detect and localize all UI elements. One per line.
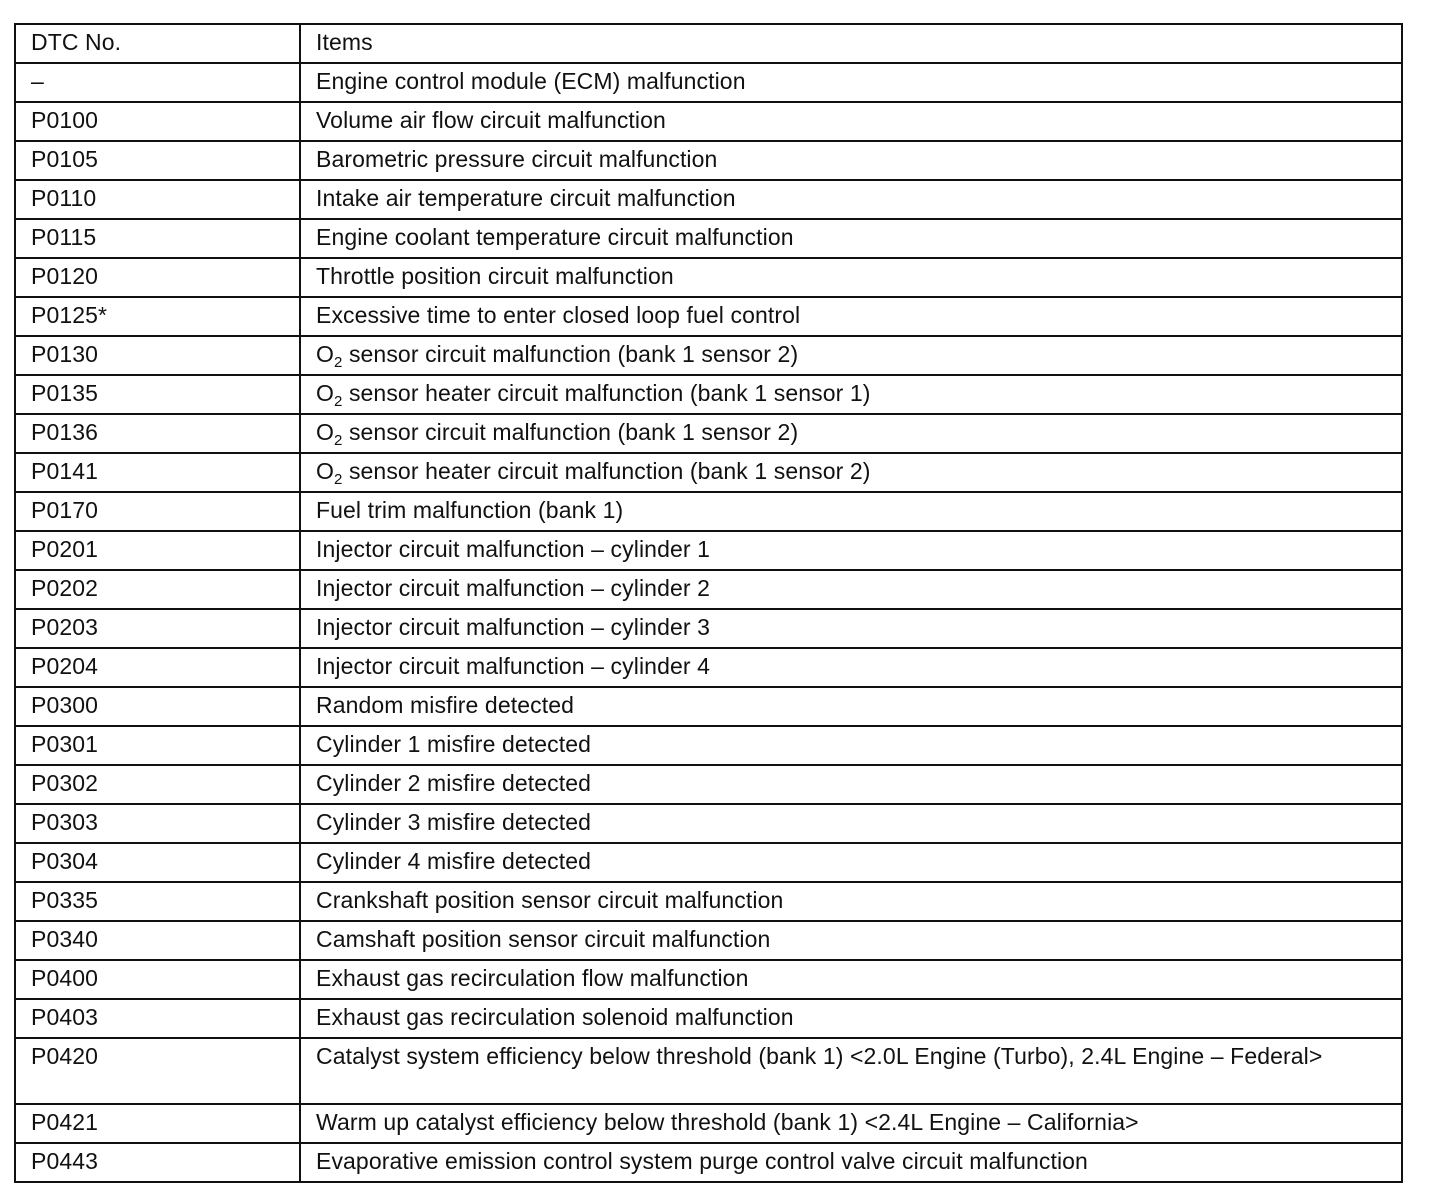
dtc-code-cell: P0135 — [15, 375, 300, 414]
dtc-code-cell: P0202 — [15, 570, 300, 609]
table-row — [15, 258, 1402, 297]
dtc-code-cell: P0421 — [15, 1104, 300, 1143]
dtc-code-cell: P0340 — [15, 921, 300, 960]
item-cell: Cylinder 3 misfire detected — [300, 804, 1402, 843]
dtc-code-cell: P0115 — [15, 219, 300, 258]
header-dtc-no: DTC No. — [15, 24, 300, 63]
dtc-code-cell: P0203 — [15, 609, 300, 648]
item-cell: Cylinder 1 misfire detected — [300, 726, 1402, 765]
table-row — [15, 531, 1402, 570]
item-cell: Intake air temperature circuit malfunction — [300, 180, 1402, 219]
table-row — [15, 375, 1402, 414]
table-row — [15, 960, 1402, 999]
dtc-code-cell: P0443 — [15, 1143, 300, 1182]
dtc-code-cell: – — [15, 63, 300, 102]
table-row — [15, 804, 1402, 843]
dtc-code-cell: P0300 — [15, 687, 300, 726]
item-cell: Cylinder 4 misfire detected — [300, 843, 1402, 882]
item-cell: Exhaust gas recirculation solenoid malfunction — [300, 999, 1402, 1038]
table-row — [15, 570, 1402, 609]
table-row — [15, 453, 1402, 492]
table-row — [15, 648, 1402, 687]
dtc-code-cell: P0105 — [15, 141, 300, 180]
table-row — [15, 765, 1402, 804]
table-row — [15, 414, 1402, 453]
item-cell: Warm up catalyst efficiency below threshold (bank 1) <2.4L Engine – California> — [300, 1104, 1402, 1143]
dtc-code-cell: P0170 — [15, 492, 300, 531]
item-cell: Excessive time to enter closed loop fuel control — [300, 297, 1402, 336]
table-row — [15, 609, 1402, 648]
table-row — [15, 1038, 1402, 1104]
item-cell: Volume air flow circuit malfunction — [300, 102, 1402, 141]
table-row — [15, 999, 1402, 1038]
table-row — [15, 843, 1402, 882]
table-row — [15, 63, 1402, 102]
item-cell: $O_2$ sensor heater circuit malfunction (bank 1 sensor 1) — [300, 375, 1402, 414]
item-cell: Cylinder 2 misfire detected — [300, 765, 1402, 804]
item-cell: Fuel trim malfunction (bank 1) — [300, 492, 1402, 531]
dtc-code-cell: P0136 — [15, 414, 300, 453]
item-cell: Injector circuit malfunction – cylinder 1 — [300, 531, 1402, 570]
table-row — [15, 726, 1402, 765]
dtc-table — [14, 23, 1403, 1183]
item-cell: $O_2$ sensor circuit malfunction (bank 1 sensor 2) — [300, 414, 1402, 453]
table-row — [15, 492, 1402, 531]
dtc-code-cell: P0301 — [15, 726, 300, 765]
table-row — [15, 1143, 1402, 1182]
item-cell: Injector circuit malfunction – cylinder 2 — [300, 570, 1402, 609]
dtc-code-cell: P0403 — [15, 999, 300, 1038]
table-row — [15, 219, 1402, 258]
item-cell: Engine control module (ECM) malfunction — [300, 63, 1402, 102]
table-row — [15, 336, 1402, 375]
item-cell: Injector circuit malfunction – cylinder 4 — [300, 648, 1402, 687]
table-header-row — [15, 24, 1402, 63]
table-row — [15, 102, 1402, 141]
item-cell: Catalyst system efficiency below threshold (bank 1) <2.0L Engine (Turbo), 2.4L Engine – Federal> — [300, 1038, 1402, 1104]
dtc-code-cell: P0110 — [15, 180, 300, 219]
table-row — [15, 687, 1402, 726]
item-cell: Crankshaft position sensor circuit malfunction — [300, 882, 1402, 921]
dtc-code-cell: P0204 — [15, 648, 300, 687]
item-cell: Injector circuit malfunction – cylinder 3 — [300, 609, 1402, 648]
dtc-code-cell: P0130 — [15, 336, 300, 375]
item-cell: Evaporative emission control system purge control valve circuit malfunction — [300, 1143, 1402, 1182]
dtc-code-cell: P0125* — [15, 297, 300, 336]
item-cell: $O_2$ sensor heater circuit malfunction (bank 1 sensor 2) — [300, 453, 1402, 492]
table-row — [15, 882, 1402, 921]
item-cell: Barometric pressure circuit malfunction — [300, 141, 1402, 180]
item-cell: Throttle position circuit malfunction — [300, 258, 1402, 297]
table-row — [15, 297, 1402, 336]
header-items: Items — [300, 24, 1402, 63]
dtc-code-cell: P0335 — [15, 882, 300, 921]
item-cell: Engine coolant temperature circuit malfunction — [300, 219, 1402, 258]
table-row — [15, 1104, 1402, 1143]
item-cell: Exhaust gas recirculation flow malfunction — [300, 960, 1402, 999]
dtc-code-cell: P0400 — [15, 960, 300, 999]
dtc-code-cell: P0420 — [15, 1038, 300, 1104]
table-row — [15, 141, 1402, 180]
item-cell: $O_2$ sensor circuit malfunction (bank 1 sensor 2) — [300, 336, 1402, 375]
item-cell: Random misfire detected — [300, 687, 1402, 726]
dtc-code-cell: P0302 — [15, 765, 300, 804]
table-row — [15, 180, 1402, 219]
dtc-code-cell: P0201 — [15, 531, 300, 570]
dtc-code-cell: P0141 — [15, 453, 300, 492]
table-row — [15, 921, 1402, 960]
dtc-code-cell: P0100 — [15, 102, 300, 141]
dtc-code-cell: P0304 — [15, 843, 300, 882]
dtc-code-cell: P0303 — [15, 804, 300, 843]
dtc-code-cell: P0120 — [15, 258, 300, 297]
item-cell: Camshaft position sensor circuit malfunction — [300, 921, 1402, 960]
